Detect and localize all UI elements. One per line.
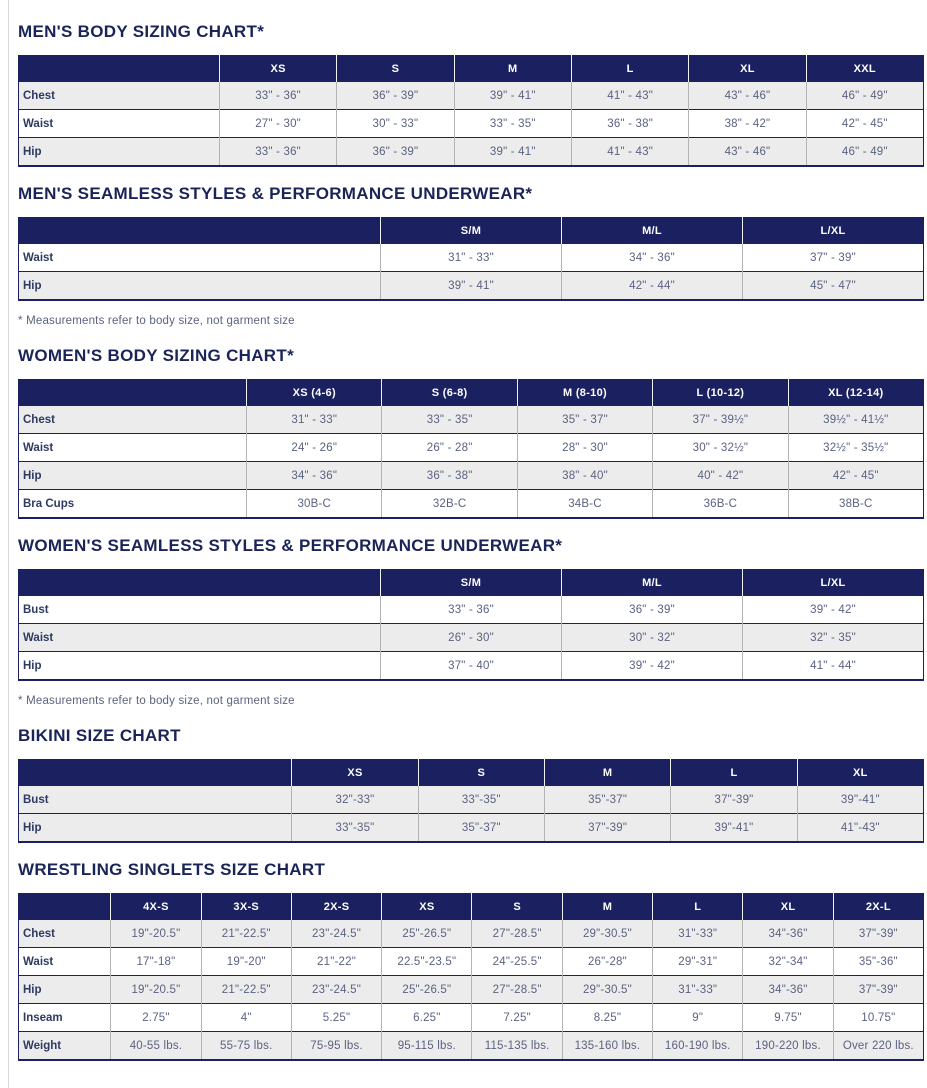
row-label-cell: Chest [19,82,220,110]
size-value-cell: 27"-28.5" [472,976,562,1004]
size-header-cell: L [653,894,743,920]
size-value-cell: 75-95 lbs. [291,1032,381,1061]
size-value-cell: 46" - 49" [806,82,923,110]
sections-container [18,22,924,1061]
size-value-cell: 39" - 41" [454,82,571,110]
size-value-cell: 34"-36" [743,976,833,1004]
size-value-cell: 35"-36" [833,948,923,976]
size-value-cell: 29"-30.5" [562,920,652,948]
size-value-cell: 39½" - 41½" [788,406,923,434]
section-title: MEN'S BODY SIZING CHART* [18,22,265,41]
size-value-cell: 35" - 37" [517,406,652,434]
size-chart-table [18,217,924,301]
size-value-cell: 37" - 40" [381,652,562,681]
size-value-cell: 42" - 45" [806,110,923,138]
size-value-cell: 95-115 lbs. [382,1032,472,1061]
size-value-cell: 24"-25.5" [472,948,562,976]
size-value-cell: 39" - 41" [381,272,562,301]
size-value-cell: 32½" - 35½" [788,434,923,462]
size-value-cell: 9.75" [743,1004,833,1032]
table-row [19,786,924,814]
size-header-cell: S [418,760,544,786]
size-value-cell: 30" - 32" [562,624,743,652]
size-value-cell: 21"-22.5" [201,976,291,1004]
size-value-cell: 36" - 38" [382,462,517,490]
row-label-cell: Hip [19,138,220,167]
row-label-cell: Hip [19,272,381,301]
row-label-cell: Hip [19,462,247,490]
size-value-cell: 41" - 44" [743,652,924,681]
size-value-cell: 34" - 36" [562,244,743,272]
size-value-cell: 21"-22.5" [201,920,291,948]
size-chart-table [18,55,924,167]
table-row [19,652,924,681]
size-value-cell: 36" - 39" [562,596,743,624]
row-label-cell: Hip [19,976,111,1004]
size-value-cell: 25"-26.5" [382,976,472,1004]
section-title: WOMEN'S SEAMLESS STYLES & PERFORMANCE UNDERWEAR* [18,536,563,555]
size-header-cell: M/L [562,570,743,596]
size-value-cell: 6.25" [382,1004,472,1032]
size-value-cell: 30B-C [247,490,382,519]
size-header-cell: XS [292,760,418,786]
table-row [19,1032,924,1061]
size-header-cell: L [671,760,797,786]
size-value-cell: 10.75" [833,1004,923,1032]
table-corner-cell [19,218,381,244]
table-row [19,434,924,462]
header-row [19,760,924,786]
size-value-cell: 37"-39" [833,920,923,948]
size-value-cell: 29"-31" [653,948,743,976]
size-value-cell: 32"-34" [743,948,833,976]
size-value-cell: 46" - 49" [806,138,923,167]
table-row [19,624,924,652]
size-value-cell: 39" - 42" [743,596,924,624]
size-header-cell: S [337,56,454,82]
size-header-cell: XXL [806,56,923,82]
size-header-cell: XL (12-14) [788,380,923,406]
size-value-cell: 17"-18" [111,948,201,976]
size-header-cell: S [472,894,562,920]
size-value-cell: 41"-43" [797,814,923,843]
size-header-cell: 4X-S [111,894,201,920]
header-row [19,218,924,244]
size-value-cell: 30" - 33" [337,110,454,138]
size-value-cell: 33" - 36" [219,138,336,167]
size-chart-table [18,893,924,1061]
size-header-cell: XS [382,894,472,920]
size-chart-table [18,569,924,681]
size-value-cell: 5.25" [291,1004,381,1032]
size-value-cell: 115-135 lbs. [472,1032,562,1061]
size-value-cell: 34"-36" [743,920,833,948]
row-label-cell: Weight [19,1032,111,1061]
size-header-cell: L (10-12) [653,380,788,406]
size-header-cell: L [571,56,688,82]
size-value-cell: 35"-37" [418,814,544,843]
table-row [19,138,924,167]
size-header-cell: 2X-L [833,894,923,920]
size-header-cell: L/XL [743,570,924,596]
table-row [19,920,924,948]
size-value-cell: 36" - 38" [571,110,688,138]
size-value-cell: 37"-39" [671,786,797,814]
row-label-cell: Chest [19,406,247,434]
size-value-cell: 33" - 36" [381,596,562,624]
size-value-cell: 37" - 39½" [653,406,788,434]
section-title: MEN'S SEAMLESS STYLES & PERFORMANCE UNDERWEAR* [18,184,533,203]
size-chart-table [18,759,924,843]
table-row [19,272,924,301]
size-value-cell: 37"-39" [544,814,670,843]
size-header-cell: S/M [381,570,562,596]
table-corner-cell [19,570,381,596]
table-row [19,948,924,976]
size-value-cell: 19"-20.5" [111,920,201,948]
size-header-cell: S/M [381,218,562,244]
size-value-cell: 33"-35" [418,786,544,814]
chart-section [18,184,924,327]
row-label-cell: Chest [19,920,111,948]
size-value-cell: 23"-24.5" [291,920,381,948]
size-value-cell: 33" - 36" [219,82,336,110]
size-value-cell: 33" - 35" [454,110,571,138]
section-title: WOMEN'S BODY SIZING CHART* [18,346,294,365]
size-value-cell: 43" - 46" [689,82,806,110]
size-value-cell: 36B-C [653,490,788,519]
size-value-cell: 32B-C [382,490,517,519]
size-header-cell: XL [689,56,806,82]
table-corner-cell [19,760,292,786]
row-label-cell: Waist [19,434,247,462]
size-chart-table [18,379,924,519]
size-value-cell: 41" - 43" [571,82,688,110]
size-value-cell: 42" - 45" [788,462,923,490]
table-corner-cell [19,894,111,920]
size-value-cell: 43" - 46" [689,138,806,167]
section-title: BIKINI SIZE CHART [18,726,181,745]
measurements-footnote: * Measurements refer to body size, not garment size [18,695,295,707]
chart-section [18,726,924,843]
size-header-cell: XL [743,894,833,920]
size-header-cell: XS [219,56,336,82]
size-value-cell: 27"-28.5" [472,920,562,948]
size-value-cell: 33" - 35" [382,406,517,434]
size-value-cell: 40" - 42" [653,462,788,490]
row-label-cell: Bust [19,596,381,624]
size-value-cell: 31"-33" [653,976,743,1004]
size-value-cell: 160-190 lbs. [653,1032,743,1061]
size-header-cell: M/L [562,218,743,244]
size-value-cell: 36" - 39" [337,82,454,110]
table-row [19,244,924,272]
table-row [19,814,924,843]
table-corner-cell [19,56,220,82]
header-row [19,380,924,406]
size-value-cell: 135-160 lbs. [562,1032,652,1061]
table-corner-cell [19,380,247,406]
size-value-cell: 24" - 26" [247,434,382,462]
size-header-cell: M [544,760,670,786]
size-value-cell: 42" - 44" [562,272,743,301]
table-row [19,596,924,624]
table-row [19,462,924,490]
size-value-cell: 34B-C [517,490,652,519]
row-label-cell: Waist [19,948,111,976]
size-value-cell: 9" [653,1004,743,1032]
size-value-cell: 25"-26.5" [382,920,472,948]
chart-section [18,860,924,1061]
size-value-cell: Over 220 lbs. [833,1032,923,1061]
size-value-cell: 26" - 30" [381,624,562,652]
size-value-cell: 37" - 39" [743,244,924,272]
row-label-cell: Inseam [19,1004,111,1032]
size-value-cell: 35"-37" [544,786,670,814]
size-value-cell: 38" - 42" [689,110,806,138]
header-row [19,56,924,82]
table-row [19,406,924,434]
size-value-cell: 31"-33" [653,920,743,948]
size-value-cell: 28" - 30" [517,434,652,462]
chart-section [18,22,924,167]
size-value-cell: 19"-20.5" [111,976,201,1004]
table-row [19,1004,924,1032]
size-value-cell: 8.25" [562,1004,652,1032]
size-value-cell: 38B-C [788,490,923,519]
size-value-cell: 37"-39" [833,976,923,1004]
size-value-cell: 22.5"-23.5" [382,948,472,976]
size-value-cell: 55-75 lbs. [201,1032,291,1061]
size-value-cell: 31" - 33" [381,244,562,272]
size-header-cell: XL [797,760,923,786]
header-row [19,570,924,596]
size-value-cell: 32"-33" [292,786,418,814]
size-value-cell: 19"-20" [201,948,291,976]
size-value-cell: 36" - 39" [337,138,454,167]
size-value-cell: 33"-35" [292,814,418,843]
table-row [19,110,924,138]
size-header-cell: L/XL [743,218,924,244]
table-row [19,82,924,110]
size-header-cell: S (6-8) [382,380,517,406]
size-value-cell: 2.75" [111,1004,201,1032]
row-label-cell: Waist [19,624,381,652]
size-value-cell: 39" - 42" [562,652,743,681]
row-label-cell: Hip [19,652,381,681]
row-label-cell: Hip [19,814,292,843]
size-value-cell: 7.25" [472,1004,562,1032]
size-value-cell: 21"-22" [291,948,381,976]
size-value-cell: 30" - 32½" [653,434,788,462]
size-value-cell: 34" - 36" [247,462,382,490]
size-value-cell: 41" - 43" [571,138,688,167]
size-header-cell: XS (4-6) [247,380,382,406]
size-header-cell: M (8-10) [517,380,652,406]
left-page-rule [8,0,9,1088]
table-row [19,490,924,519]
chart-section [18,346,924,519]
size-value-cell: 4" [201,1004,291,1032]
size-value-cell: 38" - 40" [517,462,652,490]
size-value-cell: 190-220 lbs. [743,1032,833,1061]
size-value-cell: 32" - 35" [743,624,924,652]
section-title: WRESTLING SINGLETS SIZE CHART [18,860,326,879]
row-label-cell: Bust [19,786,292,814]
header-row [19,894,924,920]
size-value-cell: 26"-28" [562,948,652,976]
size-value-cell: 29"-30.5" [562,976,652,1004]
size-value-cell: 31" - 33" [247,406,382,434]
size-value-cell: 39" - 41" [454,138,571,167]
size-header-cell: M [562,894,652,920]
row-label-cell: Waist [19,110,220,138]
chart-section [18,536,924,707]
size-header-cell: 2X-S [291,894,381,920]
size-value-cell: 45" - 47" [743,272,924,301]
size-value-cell: 39"-41" [671,814,797,843]
size-value-cell: 27" - 30" [219,110,336,138]
row-label-cell: Bra Cups [19,490,247,519]
row-label-cell: Waist [19,244,381,272]
size-header-cell: M [454,56,571,82]
measurements-footnote: * Measurements refer to body size, not garment size [18,315,295,327]
size-header-cell: 3X-S [201,894,291,920]
size-value-cell: 26" - 28" [382,434,517,462]
size-value-cell: 39"-41" [797,786,923,814]
size-value-cell: 40-55 lbs. [111,1032,201,1061]
table-row [19,976,924,1004]
size-value-cell: 23"-24.5" [291,976,381,1004]
